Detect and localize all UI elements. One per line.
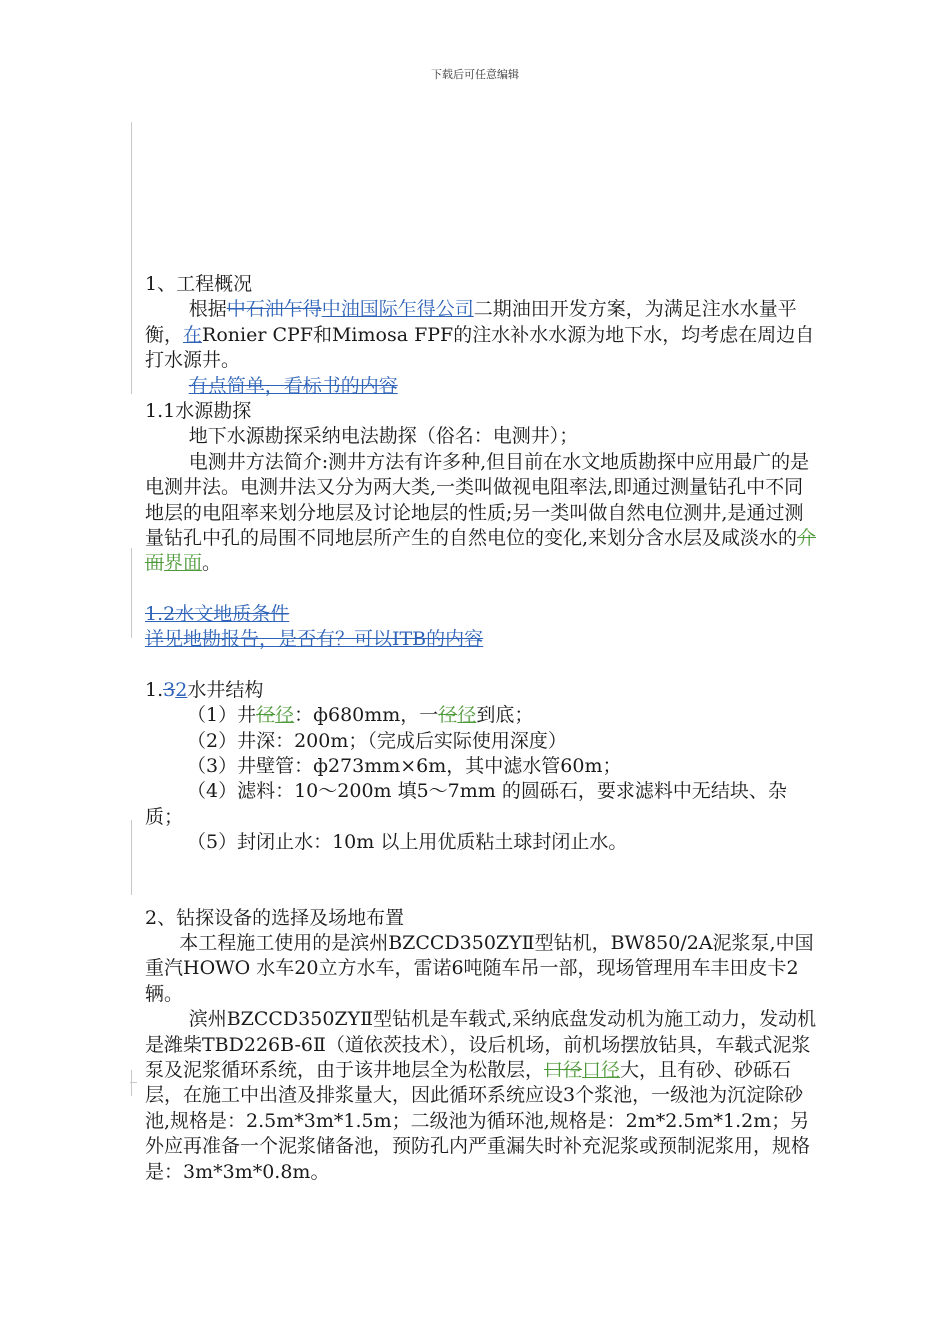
tracked-insertion: 界面 <box>164 552 203 575</box>
tracked-deleted-note: 详见地勘报告，是否有？可以ITB的内容 <box>145 628 484 651</box>
paragraph: 滨州BZCCD350ZYⅡ型钻机是车载式,采纳底盘发动机为施工动力，发动机是潍柴TBD226B-6Ⅱ（道依茨技术），设后机场，前机场摆放钻具，车载式泥浆泵及泥浆循环系统，由于该井地层全为松散层，口径口径大，且有砂、砂砾石层，在施工中出渣及排浆量大，因此循环系统应设3个浆池，一级池为沉淀除砂池,规格是：2.5m*3m*1.5m；二级池为循环池,规格是：2m*2.5m*1.2m；另外应再准备一个泥浆储备池，预防孔内严重漏失时补充泥浆或预制泥浆用，规格是：3m*3m*0.8m。 <box>145 1008 817 1183</box>
tracked-insertion: 中油国际乍得公司 <box>321 298 474 321</box>
list-item: （4）滤料：10～200m 填5～7mm 的圆砾石，要求滤料中无结块、杂质； <box>145 780 787 828</box>
spacer <box>145 856 817 881</box>
list-item: （3）井壁管：ф273mm×6m，其中滤水管60m； <box>187 754 622 777</box>
revision-margin-bar <box>131 122 132 394</box>
list-item: （1）井径径：ф680mm，一径径到底； <box>187 704 534 727</box>
tracked-insertion: 2 <box>175 678 188 701</box>
tracked-insertion: 口径 <box>582 1058 621 1081</box>
section-heading: 1、工程概况 <box>145 273 253 295</box>
tracked-deletion: 中石油乍得 <box>226 298 322 321</box>
spacer <box>145 653 817 678</box>
revision-margin-bar <box>131 548 132 638</box>
tracked-deletion: 径 <box>438 704 458 727</box>
section-heading: 1.1水源勘探 <box>145 400 252 423</box>
paragraph: 电测井方法简介:测井方法有许多种,但目前在水文地质勘探中应用最广的是电测井法。电测井法又分为两大类,一类叫做视电阻率法,即通过测量钻孔中不同地层的电阻率来划分地层及讨论地层的性质;另一类叫做自然电位测井,是通过测量钻孔中孔的局围不同地层所产生的自然电位的变化,来划分含水层及咸淡水的介面界面。 <box>145 450 817 575</box>
paragraph: 根据中石油乍得中油国际乍得公司二期油田开发方案，为满足注水水量平衡，在Ronier CPF和Mimosa FPF的注水补水水源为地下水，均考虑在周边自打水源井。 <box>145 298 815 372</box>
tracked-deletion: 介面 <box>145 527 817 575</box>
document-body <box>145 272 817 1185</box>
revision-margin-bar <box>131 820 132 895</box>
tracked-deleted-heading: 1.2水文地质条件 <box>145 602 290 625</box>
section-heading: 1.32水井结构 <box>145 678 264 701</box>
tracked-insertion: 在 <box>183 323 203 346</box>
list-item: （5）封闭止水：10m 以上用优质粘土球封闭止水。 <box>187 831 628 854</box>
tracked-deletion: 3 <box>163 678 176 701</box>
revision-tick <box>130 1082 137 1083</box>
paragraph: 本工程施工使用的是滨州BZCCD350ZYⅡ型钻机，BW850/2A泥浆泵,中国重汽HOWO 水车20立方水车，雷诺6吨随车吊一部，现场管理用车丰田皮卡2辆。 <box>145 931 814 1005</box>
tracked-insertion: 径 <box>457 704 477 727</box>
tracked-comment: 有点简单，看标书的内容 <box>188 374 398 397</box>
list-item: （2）井深：200m；（完成后实际使用深度） <box>187 729 567 752</box>
revision-margin-bar <box>131 1070 132 1096</box>
tracked-deletion: 径 <box>256 704 276 727</box>
spacer <box>145 881 817 906</box>
section-heading: 2、钻探设备的选择及场地布置 <box>145 906 405 929</box>
tracked-deletion: 口径 <box>544 1058 583 1081</box>
paragraph: 地下水源勘探采纳电法勘探（俗名：电测井）； <box>188 425 579 448</box>
tracked-insertion: 径 <box>275 704 295 727</box>
spacer <box>145 577 817 602</box>
page-header-note: 下载后可任意编辑 <box>431 68 519 81</box>
